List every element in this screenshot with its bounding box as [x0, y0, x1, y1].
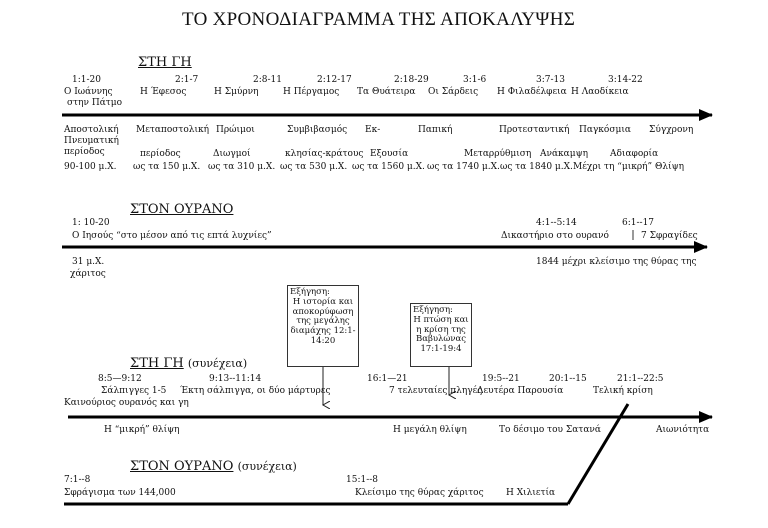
- explanation-line: της μεγάλης: [296, 316, 350, 327]
- period-persecutions: Διωγμοί: [213, 149, 251, 159]
- period-until-small-tribulation: Μέχρι τη “μικρή” Θλίψη: [573, 162, 685, 172]
- period-papal-date: ως τα 1560 μ.Χ.: [352, 162, 425, 172]
- heaven-seven-seals: 7 Σφραγίδες: [641, 231, 698, 241]
- earth2-sixth-trumpet: Έκτη σάλπιγγα, οι δύο μάρτυρες: [180, 386, 331, 396]
- explanation-label: Εξήγηση:: [413, 305, 453, 315]
- explanation-label: Εξήγηση:: [290, 287, 330, 297]
- church-pergamos: Η Πέργαμος: [283, 87, 340, 97]
- page-title: ΤΟ ΧΡΟΝΟΔΙΑΓΡΑΜΜΑ ΤΗΣ ΑΠΟΚΑΛΥΨΗΣ: [182, 9, 576, 30]
- explanation-line: διαμάχης 12:1-: [290, 326, 356, 337]
- ref-3-1-6: 3:1-6: [463, 75, 487, 85]
- period-indifference: Αδιαφορία: [610, 149, 659, 159]
- heaven-1844: 1844 μέχρι κλείσιμο της θύρας της: [536, 257, 697, 267]
- period-global: Παγκόσμια: [579, 125, 631, 135]
- period-compromise-2: κλησίας-κράτους: [285, 149, 364, 159]
- period-apostolic: Αποστολική: [64, 125, 119, 135]
- heaven-jesus-lampstands: Ο Ιησούς “στο μέσον από τις επτά λυχνίες”: [72, 231, 272, 241]
- period-early: Πρώιμοι: [216, 125, 255, 135]
- connector-diagonal: [568, 404, 628, 504]
- explanation-line: Η ιστορία και: [292, 296, 354, 307]
- earth2-final-judgment: Τελική κρίση: [593, 386, 653, 396]
- earth2-eternity: Αιωνιότητα: [656, 425, 710, 435]
- period-papal: Παπική: [418, 125, 453, 135]
- church-sardis: Οι Σάρδεις: [428, 87, 479, 97]
- explanation-line: 17:1-19:4: [420, 344, 462, 355]
- explanation-line: αποκορύφωση: [292, 306, 354, 317]
- section-earth-cont-header: ΣΤΗ ΓΗ (συνέχεια): [130, 356, 248, 371]
- heaven-31ad: 31 μ.Χ.: [72, 257, 105, 267]
- period-postapostolic-2: περίοδος: [140, 149, 181, 159]
- explanation-line: Βαβυλώνας: [415, 334, 467, 345]
- church-john: Ο Ιωάννης: [64, 87, 113, 97]
- earth2-ref-19-5: 19:5--21: [482, 374, 520, 384]
- heaven2-sealing: Σφράγισμα των 144,000: [64, 488, 176, 498]
- period-modern: Σύγχρονη: [649, 125, 694, 135]
- earth2-seven-plagues: 7 τελευταίες πληγές: [389, 386, 483, 396]
- earth2-ref-21-1: 21:1--22:5: [617, 374, 664, 384]
- heaven2-ref-15-1: 15:1--8: [346, 475, 379, 485]
- period-reformation: Μεταρρύθμιση: [464, 149, 532, 159]
- church-laodicea: Η Λαοδίκεια: [571, 87, 629, 97]
- explanation-line: 14:20: [310, 335, 336, 346]
- earth2-great-tribulation: Η μεγάλη θλίψη: [393, 425, 467, 435]
- heaven2-millennium: Η Χιλιετία: [506, 488, 556, 498]
- section-heaven-cont-header: ΣΤΟΝ ΟΥΡΑΝΟ (συνέχεια): [130, 459, 297, 474]
- heaven2-ref-7-1: 7:1--8: [64, 475, 91, 485]
- period-authority: Εξουσία: [370, 149, 409, 159]
- period-apostolic-date: 90-100 μ.Χ.: [64, 162, 117, 172]
- earth2-ref-8-5: 8:5—9:12: [98, 374, 142, 384]
- period-apostolic-2: Πνευματική: [64, 136, 119, 146]
- period-reformation-date: ως τα 1740 μ.Χ.: [427, 162, 500, 172]
- section-earth-header: ΣΤΗ ΓΗ: [138, 55, 192, 70]
- ref-3-14-22: 3:14-22: [608, 75, 643, 85]
- explanation-line: η κρίση της: [416, 324, 466, 335]
- earth2-new-heaven-earth: Καινούριος ουρανός και γη: [64, 398, 189, 408]
- earth2-small-tribulation: Η “μικρή” θλίψη: [104, 425, 180, 435]
- earth2-trumpets: Σάλπιγγες 1-5: [101, 386, 167, 396]
- section-heaven-header: ΣΤΟΝ ΟΥΡΑΝΟ: [130, 202, 234, 217]
- period-apostolic-3: περίοδος: [64, 147, 105, 157]
- explanation-box-conflict: [287, 285, 359, 367]
- ref-2-8-11: 2:8-11: [253, 75, 282, 85]
- period-early-date: ως τα 310 μ.Χ.: [208, 162, 276, 172]
- period-ek: Εκ-: [365, 125, 381, 135]
- heaven-ref-1-10-20: 1: 10-20: [72, 218, 110, 228]
- earth2-second-coming: Δευτέρα Παρουσία: [477, 386, 564, 396]
- explanation-box-babylon: [410, 303, 472, 367]
- explanation-line: Η πτώση και: [413, 314, 469, 325]
- earth2-binding-satan: Το δέσιμο του Σατανά: [499, 425, 601, 435]
- church-smyrna: Η Σμύρνη: [214, 87, 259, 97]
- heaven-ref-6-1: 6:1--17: [622, 218, 655, 228]
- period-compromise: Συμβιβασμός: [287, 125, 348, 135]
- period-protestant-date: ως τα 1840 μ.Χ.: [500, 162, 573, 172]
- church-ephesus: Η Έφεσος: [140, 87, 187, 97]
- period-revival: Ανάκαμψη: [540, 149, 589, 159]
- ref-2-1-7: 2:1-7: [175, 75, 199, 85]
- church-john-patmos: στην Πάτμο: [67, 98, 123, 108]
- church-philadelphia: Η Φιλαδέλφεια: [497, 87, 567, 97]
- earth2-ref-9-13: 9:13--11:14: [209, 374, 262, 384]
- heaven-grace: χάριτος: [70, 269, 106, 279]
- period-postapostolic-date: ως τα 150 μ.Χ.: [133, 162, 201, 172]
- ref-2-12-17: 2:12-17: [317, 75, 352, 85]
- period-protestant: Προτεσταντική: [499, 125, 570, 135]
- ref-3-7-13: 3:7-13: [536, 75, 565, 85]
- ref-1-1-20: 1:1-20: [72, 75, 101, 85]
- heaven2-door-closing: Κλείσιμο της θύρας χάριτος: [355, 488, 484, 498]
- ref-2-18-29: 2:18-29: [394, 75, 429, 85]
- period-postapostolic: Μεταποστολική: [136, 125, 210, 135]
- heaven-court: Δικαστήριο στο ουρανό: [501, 231, 609, 241]
- period-compromise-date: ως τα 530 μ.Χ.: [280, 162, 348, 172]
- heaven-ref-4-1: 4:1--5:14: [536, 218, 577, 228]
- earth2-ref-20-1: 20:1--15: [549, 374, 587, 384]
- church-thyatira: Τα Θυάτειρα: [357, 87, 416, 97]
- earth2-ref-16-1: 16:1—21: [367, 374, 408, 384]
